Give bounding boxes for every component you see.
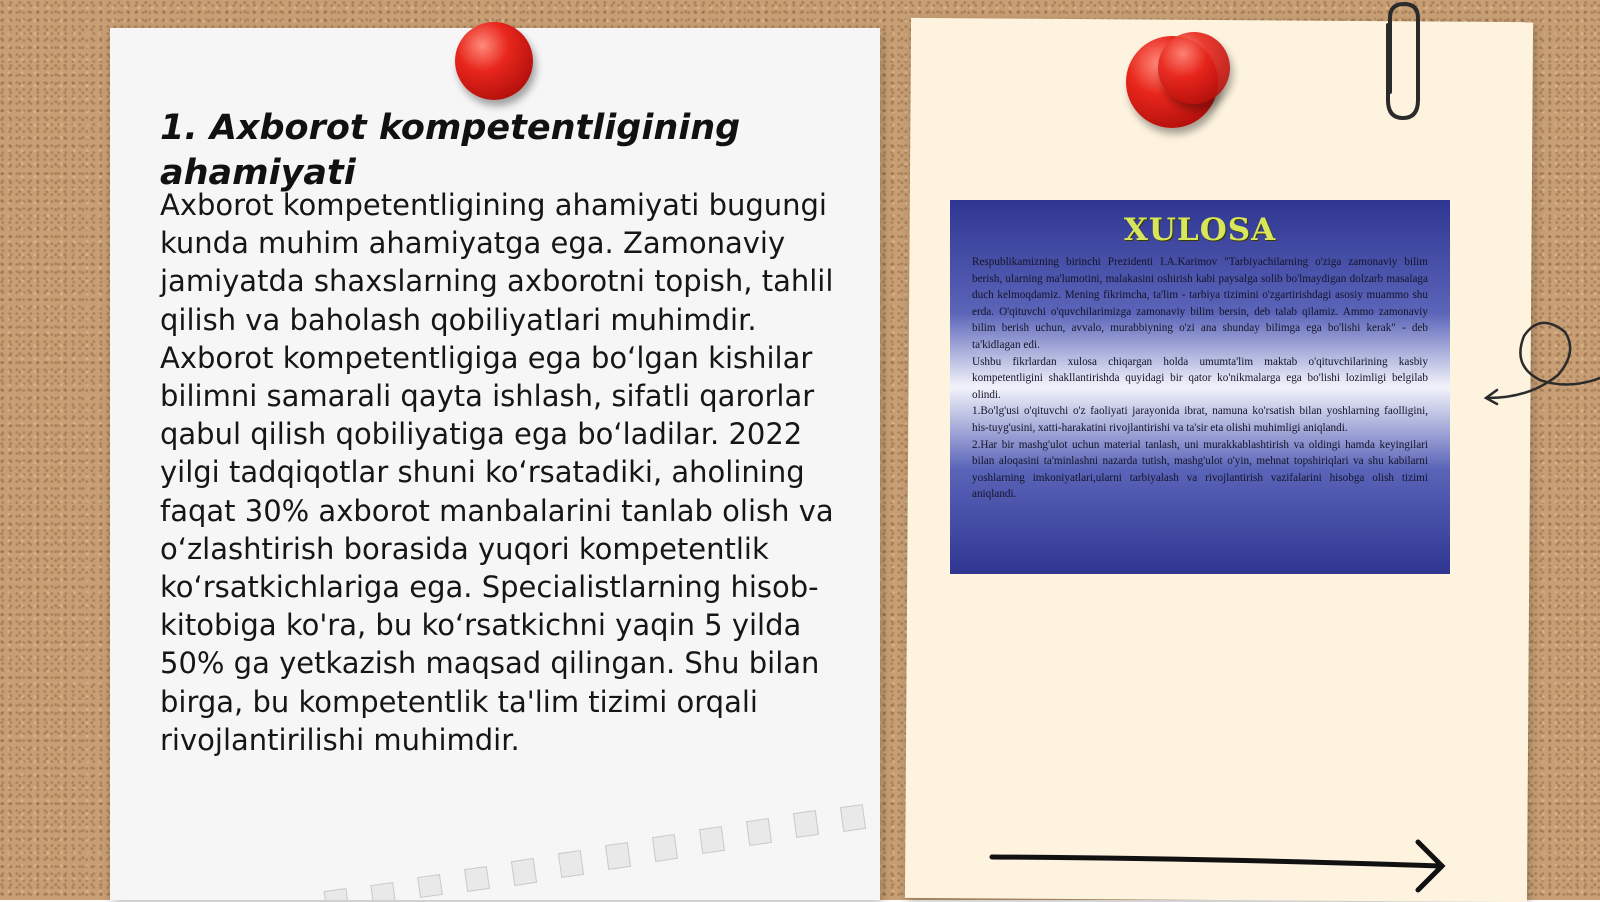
long-arrow-icon	[992, 842, 1442, 890]
note-body-text: Axborot kompetentligining ahamiyati bugungi kunda muhim ahamiyatga ega. Zamonaviy jamiyatda shaxslarning axborotni topish, tahlil qilish va baholash qobiliyatlari muhimdir. Axborot kompetentligiga ega boʻlgan kishilar bilimni samarali qayta ishlash, sifatli qarorlar qabul qilish qobiliyatiga ega boʻladilar. 2022 yilgi tadqiqotlar shuni koʻrsatadiki, aholining faqat 30% axborot manbalarini tanlab olish va oʻzlashtirish borasida yuqori kompetentlik koʻrsatkichlariga ega. Specialistlarning hisob-kitobiga ko'ra, bu koʻrsatkichni yaqin 5 yilda 50% ga yetkazish maqsad qilingan. Shu bilan birga, bu kompetentlik ta'lim tizimi orqali rivojlantirilishi muhimdir.	[160, 188, 834, 757]
red-pin-highlight-icon	[1158, 32, 1230, 104]
slide-paragraph: 1.Bo'lg'usi o'qituvchi o'z faoliyati jarayonida ibrat, namuna ko'rsatish bilan yoshlarning faolligini, his-tuyg'usini, xatti-harakatini rivojlantirishi va ta'sir eta olishi muhimligi aniqlandi.	[972, 405, 1428, 434]
xulosa-slide-image	[950, 200, 1450, 574]
slide-paragraph: 2.Har bir mashg'ulot uchun material tanlash, uni murakkablashtirish va oldingi hamda keyingilari bilan aloqasini ta'minlashni nazarda tutish, mashg'ulot o'yin, mehnat topshiriqlari va shu kabilarni yoshlarning imkoniyatlari,ularni tarbiyalash va rivojlantirish vazifalarini hisobga olish tizimi aniqlandi.	[972, 438, 1428, 501]
slide-title: XULOSA	[1123, 212, 1277, 248]
red-pin-icon	[455, 22, 533, 100]
slide-paragraph: Ushbu fikrlardan xulosa chiqargan holda umumta'lim maktab o'qituvchilarining kasbiy kompetentligini shakllantirishda quyidagi bir qator ko'nikmalarga ega bo'lishi lozimligi belgilab olindi.	[972, 355, 1428, 401]
note-title: 1. Axborot kompetentligining ahamiyati	[160, 108, 741, 193]
curly-arrow-icon	[1486, 323, 1600, 404]
paper-clip-icon	[1388, 4, 1418, 118]
torn-paper-tabs	[324, 805, 865, 900]
slide-paragraph: Respublikamizning birinchi Prezidenti I.A.Karimov "Tarbiyachilarning o'ziga zamonaviy bilim berish, ularning ma'lumotini, malakasini oshirish kabi paysalga solib bo'lmaydigan dolzarb masalaga duch kelmoqdamiz. Mening fikrimcha, ta'lim - tarbiya tizimini o'zgartirishdagi asosiy muammo shu erda. O'qituvchi o'quvchilarimizga zamonaviy bilim bersin, deb talab qilamiz. Ammo zamonaviy bilim berish uchun, avvalo, murabbiyning o'zi ana shunday bilimga ega bo'lishi kerak" - deb ta'kidlagan edi.	[972, 256, 1428, 351]
